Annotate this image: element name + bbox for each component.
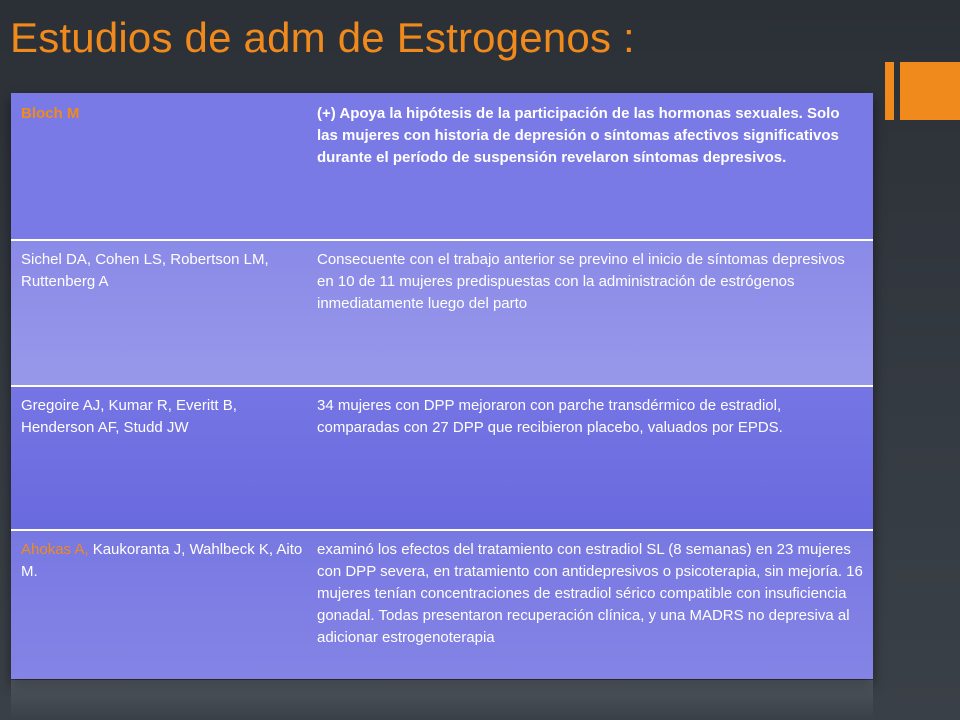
author-cell (11, 531, 311, 679)
author-cell (11, 93, 311, 239)
author-highlight: Bloch M (21, 105, 80, 122)
author-cell (11, 387, 311, 529)
accent-bar-thick (900, 62, 960, 120)
table-reflection (11, 680, 873, 720)
table-row (11, 387, 873, 531)
author-text: Kaukoranta J, Wahlbeck K, Aito M. (21, 541, 303, 580)
studies-table (11, 93, 873, 679)
finding-cell: 34 mujeres con DPP mejoraron con parche transdérmico de estradiol, comparadas con 27 DPP que recibieron placebo, valuados por EPDS. (317, 397, 783, 436)
accent-bar-thin (885, 62, 894, 120)
slide-title: Estudios de adm de Estrogenos : (10, 14, 635, 61)
author-text: Gregoire AJ, Kumar R, Everitt B, Henderson AF, Studd JW (21, 397, 237, 436)
finding-cell: (+) Apoya la hipótesis de la participación de las hormonas sexuales. Solo las mujeres con historia de depresión o síntomas afectivos significativos durante el período de suspensión revelaron síntomas depresivos. (317, 105, 840, 166)
table-row (11, 531, 873, 679)
finding-cell: examinó los efectos del tratamiento con estradiol SL (8 semanas) en 23 mujeres con DPP severa, en tratamiento con antidepresivos o psicoterapia, sin mejoría. 16 mujeres tenían concentraciones de estradiol sérico compatible con insuficiencia gonadal. Todas presentaron recuperación clínica, y una MADRS no depresiva al adicionar estrogenoterapia (317, 541, 863, 646)
author-highlight: Ahokas A, (21, 541, 89, 558)
finding-cell: Consecuente con el trabajo anterior se previno el inicio de síntomas depresivos en 10 de 11 mujeres predispuestas con la administración de estrógenos inmediatamente luego del parto (317, 251, 845, 312)
author-cell (11, 241, 311, 385)
table-row (11, 93, 873, 241)
table-row (11, 241, 873, 387)
author-text: Sichel DA, Cohen LS, Robertson LM, Ruttenberg A (21, 251, 269, 290)
